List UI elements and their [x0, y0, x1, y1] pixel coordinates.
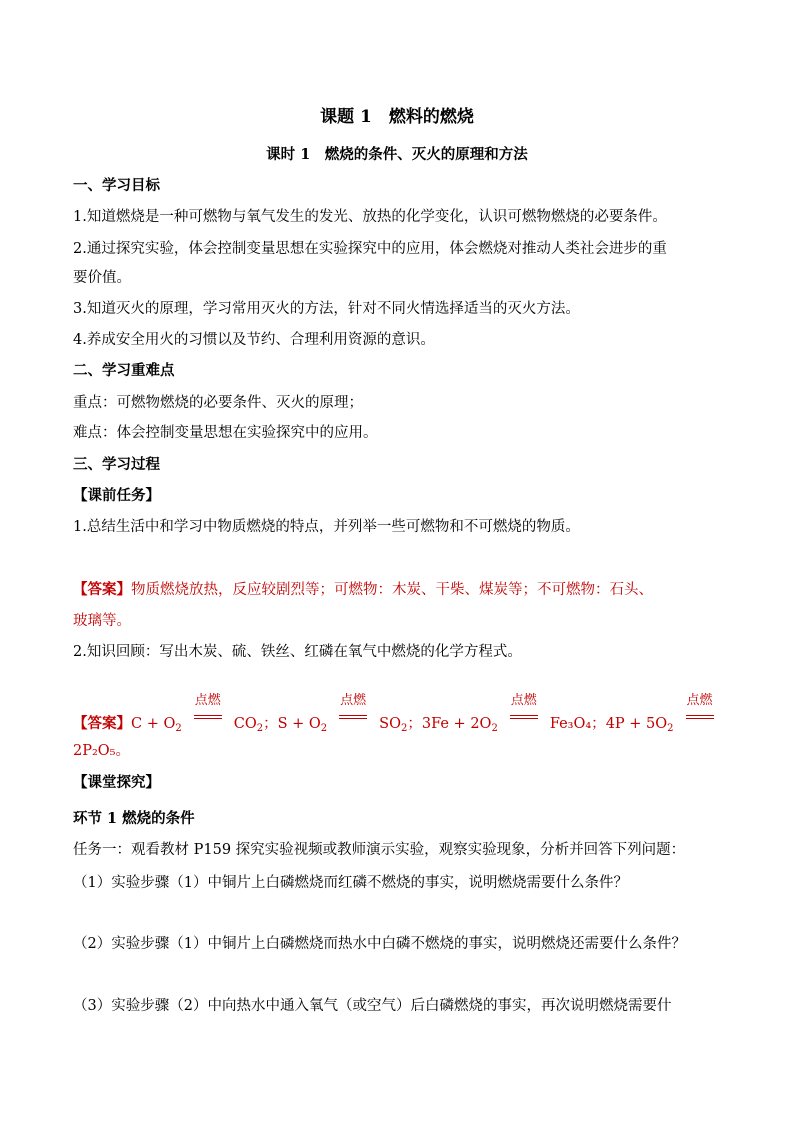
- answer-1-line-1: [73, 580, 653, 600]
- goal-item-4: 4.养成安全用火的习惯以及节约、合理利用资源的意识。: [73, 332, 435, 348]
- task-1: 任务一：观看教材 P159 探究实验视频或教师演示实验，观察实验现象，分析并回答下列问题：: [73, 842, 686, 858]
- section1-title: 环节 1 燃烧的条件: [73, 810, 195, 827]
- goal-item-1: 1.知道燃烧是一种可燃物与氧气发生的发光、放热的化学变化，认识可燃物燃烧的必要条件。: [73, 209, 667, 225]
- task-question-3: （3）实验步骤（2）中向热水中通入氧气（或空气）后白磷燃烧的事实，再次说明燃烧需要什: [73, 998, 672, 1014]
- condition-ignite: 点燃: [186, 708, 230, 728]
- section-heading-process: 三、学习过程: [73, 456, 160, 473]
- page-subtitle: 课时 1 燃烧的条件、灭火的原理和方法: [266, 146, 528, 163]
- goal-item-2-cont: 要价值。: [73, 270, 131, 286]
- goal-item-2: 2.通过探究实验，体会控制变量思想在实验探究中的应用，体会燃烧对推动人类社会进步的重: [73, 241, 667, 257]
- page-title: 课题 1 燃料的燃烧: [320, 107, 474, 127]
- condition-ignite: 点燃: [678, 708, 722, 728]
- section-heading-keypoints: 二、学习重难点: [73, 362, 175, 379]
- answer-tag: 【答案】: [73, 581, 131, 598]
- condition-ignite: 点燃: [331, 708, 375, 728]
- section-heading-goals: 一、学习目标: [73, 177, 160, 194]
- equation-iron: $3Fe + 2O_2$ 点燃 Fe₃O₄；: [421, 693, 606, 734]
- question-1: 1.总结生活中和学习中物质燃烧的特点，并列举一些可燃物和不可燃烧的物质。: [73, 519, 580, 535]
- answer-2-equations: [73, 693, 726, 734]
- equation-sulfur: $S + O_2$ 点燃 $SO_2$；: [277, 693, 422, 734]
- answer-1-line-2: 玻璃等。: [73, 613, 131, 629]
- task-question-1: （1）实验步骤（1）中铜片上白磷燃烧而红磷不燃烧的事实，说明燃烧需要什么条件？: [73, 875, 628, 891]
- equation-carbon: $C + O_2$ 点燃 $CO_2$；: [131, 693, 278, 734]
- class-explore-heading: 【课堂探究】: [73, 774, 160, 791]
- condition-ignite: 点燃: [502, 708, 546, 728]
- answer-2-equations-cont: 2P₂O₅。: [73, 743, 130, 759]
- task-question-2: （2）实验步骤（1）中铜片上白磷燃烧而热水中白磷不燃烧的事实，说明燃烧还需要什么条件？: [73, 936, 686, 952]
- equation-phosphorus: $4P + 5O_2$ 点燃: [606, 708, 726, 734]
- goal-item-3: 3.知道灭火的原理，学习常用灭火的方法，针对不同火情选择适当的灭火方法。: [73, 301, 580, 317]
- key-point: 重点：可燃物燃烧的必要条件、灭火的原理；: [73, 395, 363, 411]
- question-2: 2.知识回顾：写出木炭、硫、铁丝、红磷在氧气中燃烧的化学方程式。: [73, 644, 522, 660]
- answer-1-text: 物质燃烧放热，反应较剧烈等；可燃物：木炭、干柴、煤炭等；不可燃物：石头、: [131, 582, 653, 598]
- answer-tag: 【答案】: [73, 715, 131, 732]
- difficult-point: 难点：体会控制变量思想在实验探究中的应用。: [73, 425, 378, 441]
- pre-task-heading: 【课前任务】: [73, 487, 160, 504]
